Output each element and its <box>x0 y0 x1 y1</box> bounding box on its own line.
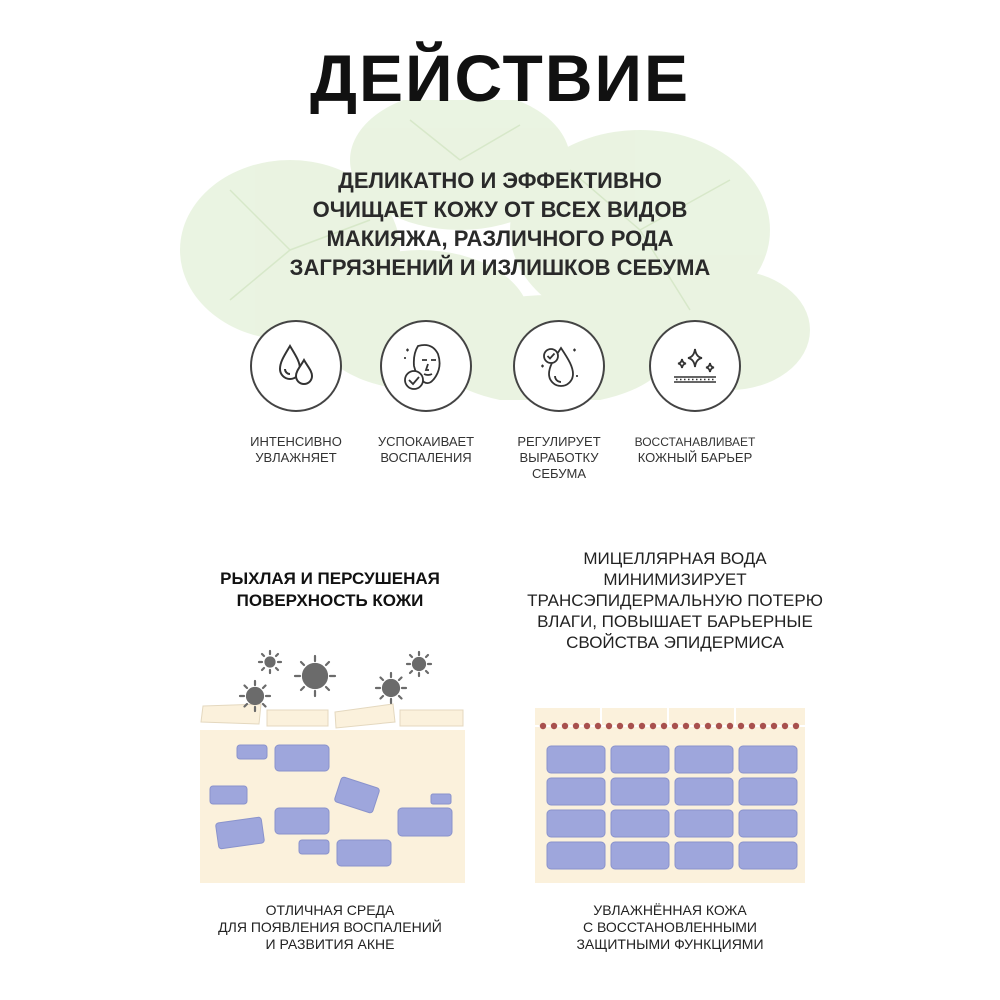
barrier-dot <box>540 723 546 729</box>
barrier-dot <box>584 723 590 729</box>
caption-line: ОТЛИЧНАЯ СРЕДА <box>265 902 395 918</box>
skin-cell <box>611 746 669 773</box>
skin-cell <box>675 842 733 869</box>
subtitle-line: МАКИЯЖА, РАЗЛИЧНОГО РОДА <box>326 226 674 251</box>
barrier-dot <box>628 723 634 729</box>
caption-line: ЗАЩИТНЫМИ ФУНКЦИЯМИ <box>576 936 764 952</box>
barrier-dot <box>793 723 799 729</box>
heading-line: МИЦЕЛЛЯРНАЯ ВОДА <box>583 549 767 568</box>
feature-soothe <box>351 320 501 466</box>
skin-cell <box>398 808 452 836</box>
heading-line: ВЛАГИ, ПОВЫШАЕТ БАРЬЕРНЫЕ <box>537 612 813 631</box>
skin-cell <box>611 810 669 837</box>
healthy-skin-diagram <box>535 708 810 883</box>
skin-cell <box>431 794 451 804</box>
feature-label-line: ВЫРАБОТКУ <box>519 450 599 465</box>
right-panel-caption <box>530 902 810 953</box>
heading-line: ПОВЕРХНОСТЬ КОЖИ <box>236 591 424 610</box>
skin-cell <box>611 778 669 805</box>
feature-label-line: РЕГУЛИРУЕТ <box>517 434 601 449</box>
subtitle-line: ОЧИЩАЕТ КОЖУ ОТ ВСЕХ ВИДОВ <box>312 197 688 222</box>
skin-flake <box>335 704 395 728</box>
barrier-dot <box>782 723 788 729</box>
page-title: ДЕЙСТВИЕ <box>310 41 690 115</box>
barrier-dot <box>727 723 733 729</box>
barrier-dot <box>749 723 755 729</box>
skin-cell <box>547 842 605 869</box>
caption-line: ДЛЯ ПОЯВЛЕНИЯ ВОСПАЛЕНИЙ <box>218 919 442 935</box>
drop-check-icon <box>513 320 605 412</box>
skin-cell <box>275 745 329 771</box>
heading-line: РЫХЛАЯ И ПЕРСУШЕНАЯ <box>220 569 440 588</box>
bacteria-icon <box>259 651 281 673</box>
skin-cell <box>299 840 329 854</box>
skin-cell <box>739 778 797 805</box>
skin-cell <box>675 778 733 805</box>
skin-cell <box>675 810 733 837</box>
barrier-dot <box>771 723 777 729</box>
left-panel-heading <box>190 568 470 612</box>
barrier-dot <box>705 723 711 729</box>
sparkle-skin-icon <box>649 320 741 412</box>
subtitle-line: ЗАГРЯЗНЕНИЙ И ИЗЛИШКОВ СЕБУМА <box>289 255 711 280</box>
barrier-dot <box>694 723 700 729</box>
skin-flake <box>267 710 328 726</box>
feature-moisturize <box>221 320 371 466</box>
barrier-dot <box>562 723 568 729</box>
dry-skin-diagram <box>195 648 470 883</box>
barrier-dot <box>551 723 557 729</box>
skin-cell <box>210 786 247 804</box>
feature-label <box>221 434 371 466</box>
caption-line: С ВОССТАНОВЛЕННЫМИ <box>583 919 757 935</box>
subtitle-line: ДЕЛИКАТНО И ЭФФЕКТИВНО <box>338 168 662 193</box>
skin-cell <box>547 810 605 837</box>
subtitle <box>200 166 800 282</box>
feature-label-line: ВОСПАЛЕНИЯ <box>380 450 472 465</box>
heading-line: СВОЙСТВА ЭПИДЕРМИСА <box>566 633 784 652</box>
skin-cell <box>739 842 797 869</box>
barrier-dot <box>639 723 645 729</box>
skin-cell <box>675 746 733 773</box>
barrier-dot <box>661 723 667 729</box>
barrier-dot <box>738 723 744 729</box>
skin-flake <box>201 704 261 724</box>
barrier-dot <box>672 723 678 729</box>
feature-label-line: КОЖНЫЙ БАРЬЕР <box>637 450 753 465</box>
water-drops-icon <box>250 320 342 412</box>
feature-label <box>620 434 770 466</box>
skin-cell <box>547 778 605 805</box>
feature-sebum <box>484 320 634 482</box>
feature-label-line: ИНТЕНСИВНО <box>250 434 342 449</box>
skin-cell <box>739 810 797 837</box>
left-panel-caption <box>180 902 480 953</box>
caption-line: И РАЗВИТИЯ АКНЕ <box>265 936 395 952</box>
skin-cell <box>611 842 669 869</box>
feature-label <box>484 434 634 482</box>
skin-flake <box>400 710 463 726</box>
feature-label-line: СЕБУМА <box>531 466 587 481</box>
skin-cell <box>547 746 605 773</box>
barrier-dot <box>617 723 623 729</box>
skin-cell <box>275 808 329 834</box>
heading-line: ТРАНСЭПИДЕРМАЛЬНУЮ ПОТЕРЮ <box>527 591 823 610</box>
feature-label-line: УСПОКАИВАЕТ <box>377 434 475 449</box>
feature-barrier <box>620 320 770 466</box>
bacteria-icon <box>407 652 431 676</box>
barrier-dot <box>650 723 656 729</box>
face-check-icon <box>380 320 472 412</box>
bacteria-icon <box>295 656 335 696</box>
skin-cell <box>237 745 267 759</box>
bacteria-icon <box>376 673 406 703</box>
barrier-dot <box>760 723 766 729</box>
skin-cell <box>337 840 391 866</box>
heading-line: МИНИМИЗИРУЕТ <box>603 570 747 589</box>
bacteria-icon <box>240 681 270 711</box>
feature-label <box>351 434 501 466</box>
feature-label-line: ВОССТАНАВЛИВАЕТ <box>634 435 756 449</box>
barrier-dot <box>606 723 612 729</box>
barrier-dot <box>595 723 601 729</box>
barrier-dot <box>573 723 579 729</box>
skin-cell <box>739 746 797 773</box>
barrier-dot <box>683 723 689 729</box>
right-panel-heading <box>500 548 850 653</box>
feature-label-line: УВЛАЖНЯЕТ <box>255 450 337 465</box>
caption-line: УВЛАЖНЁННАЯ КОЖА <box>593 902 747 918</box>
barrier-dot <box>716 723 722 729</box>
